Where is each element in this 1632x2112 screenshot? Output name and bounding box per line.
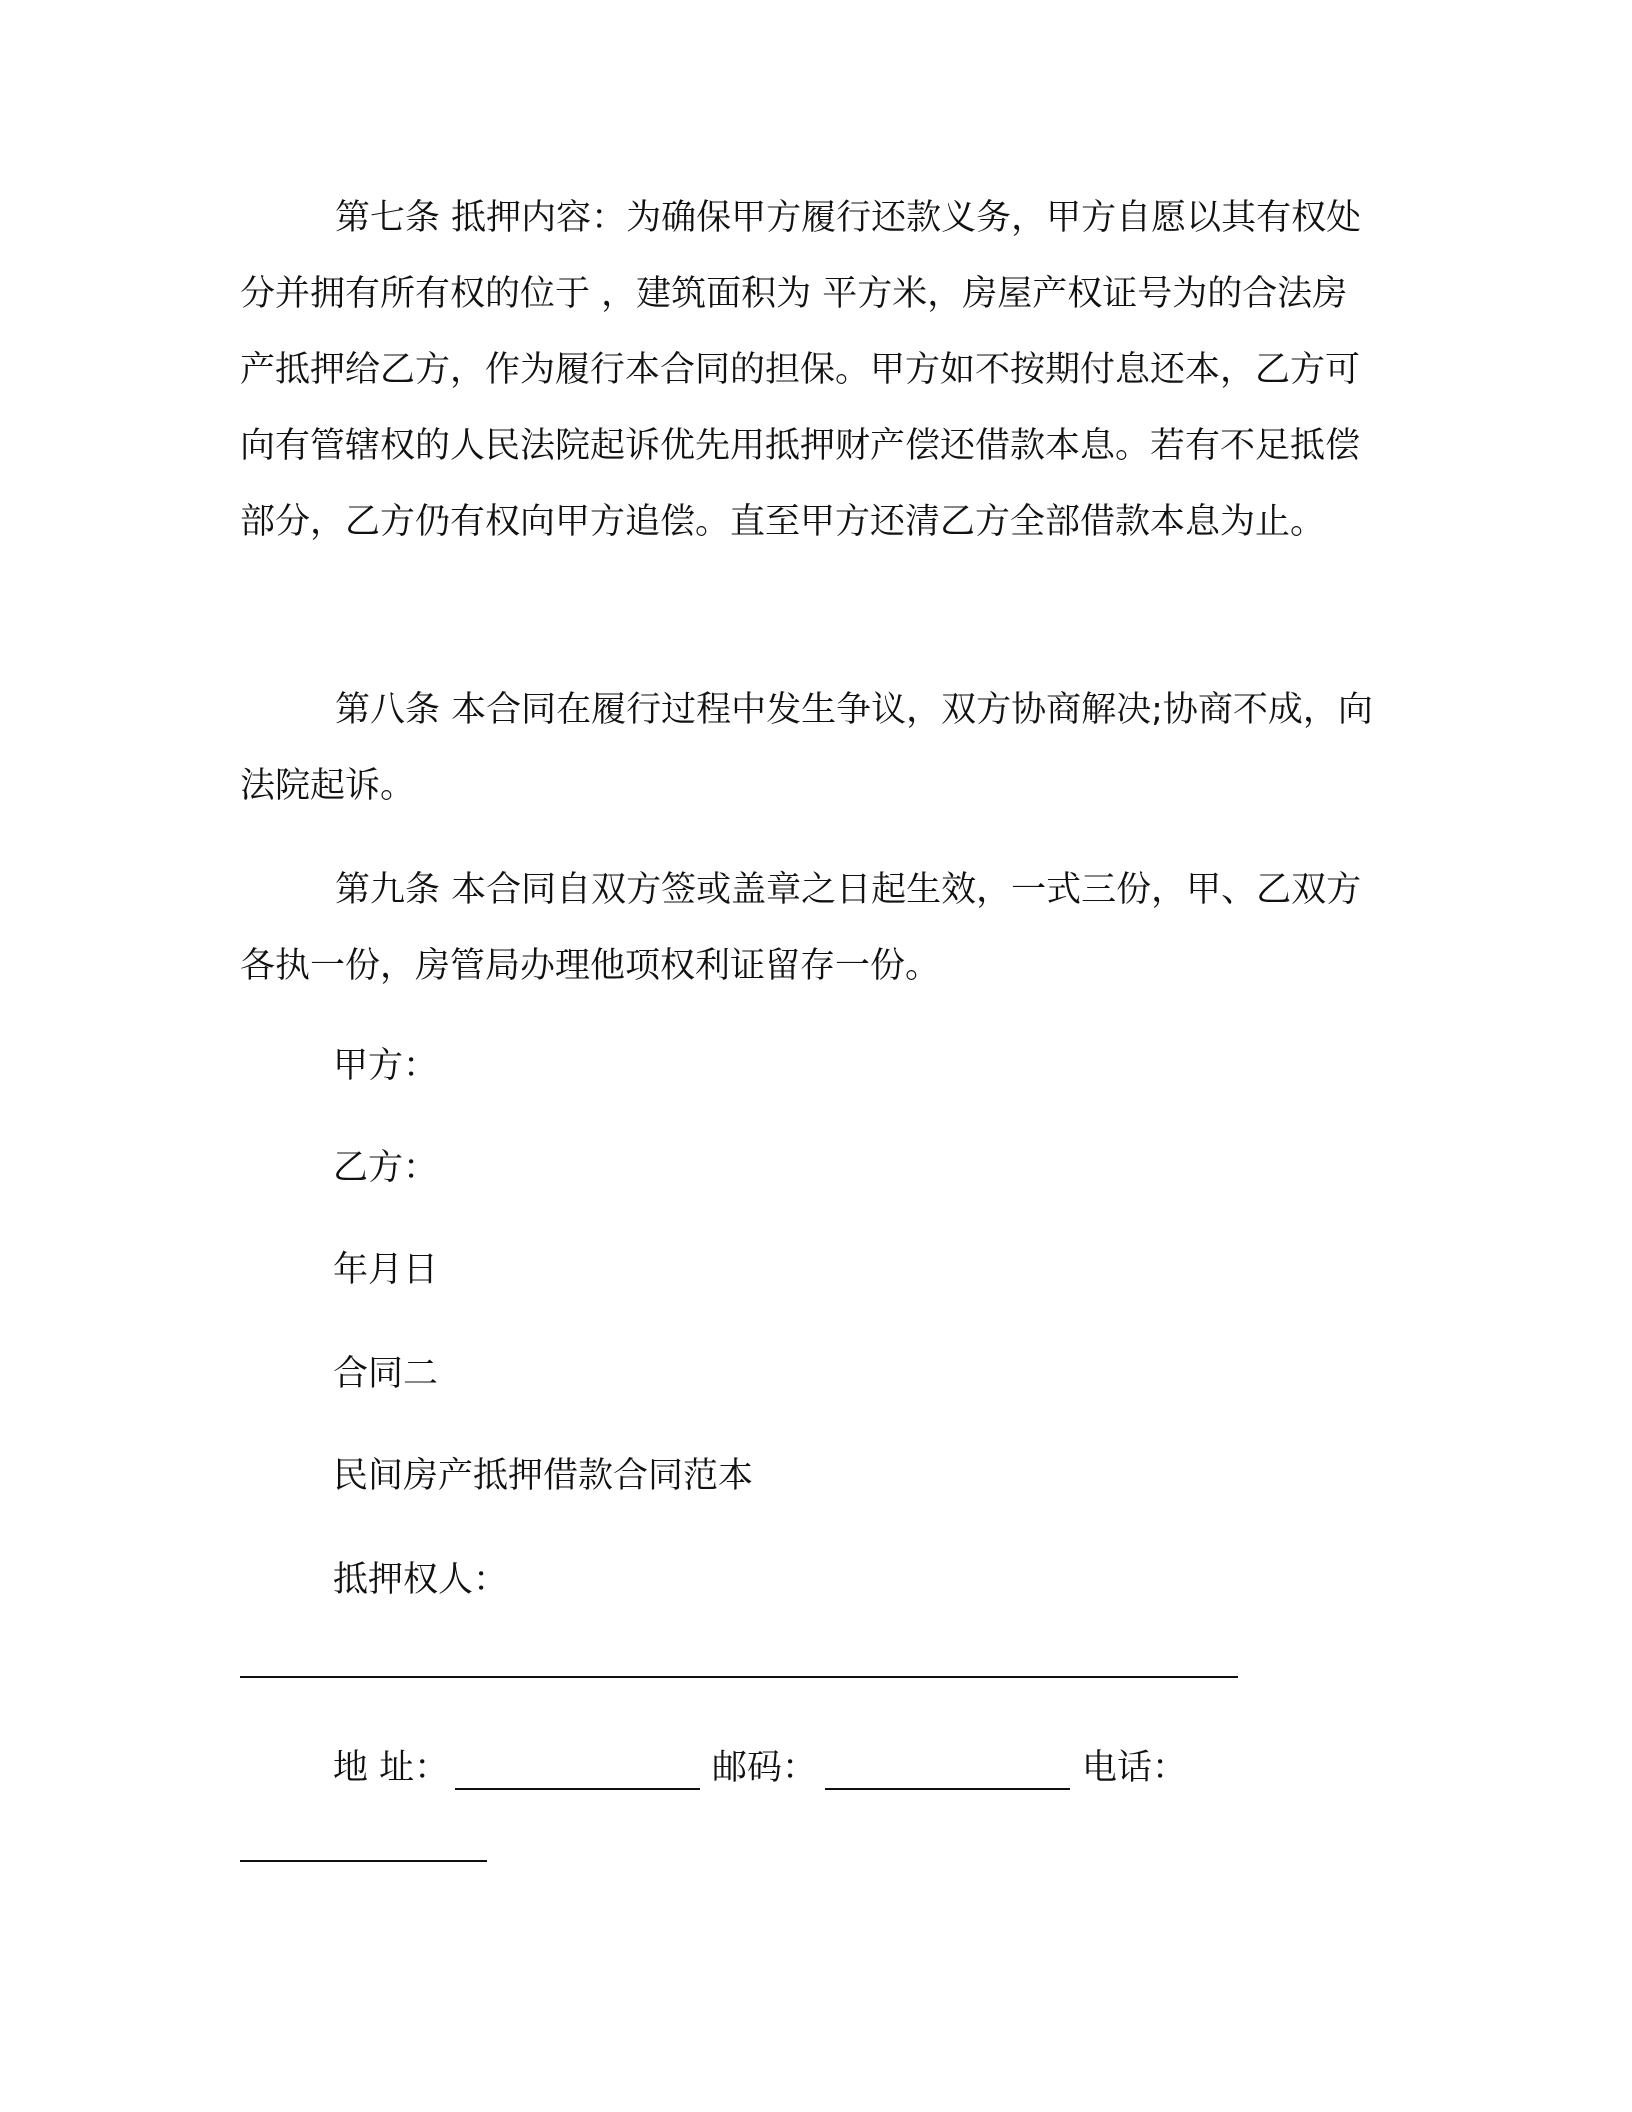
article-9: 第九条 本合同自双方签或盖章之日起生效，一式三份，甲、乙双方各执一份，房管局办理他项权利证留存一份。 <box>240 870 1362 986</box>
article-7: 第七条 抵押内容：为确保甲方履行还款义务，甲方自愿以其有权处分并拥有所有权的位于 ，建筑面积为 平方米，房屋产权证号为的合法房产抵押给乙方，作为履行本合同的担保。甲方如不按期付息还本，乙方可向有管辖权的人民法院起诉优先用抵押财产偿还借款本息。若有不足抵偿部分，乙方仍有权向甲方追偿。直至甲方还清乙方全部借款本息为止。 <box>240 198 1362 542</box>
mortgagee-blank <box>240 1676 1238 1678</box>
contract-two-heading: 合同二 <box>333 1354 439 1394</box>
party-b-label: 乙方： <box>333 1148 439 1188</box>
address-blank <box>455 1788 700 1790</box>
address-label: 地 址： <box>333 1748 450 1788</box>
mortgagee-label: 抵押权人： <box>333 1560 509 1600</box>
phone-blank <box>240 1860 487 1862</box>
postcode-label: 邮码： <box>712 1748 818 1788</box>
phone-label: 电话： <box>1082 1748 1188 1788</box>
party-a-label: 甲方： <box>333 1046 439 1086</box>
article-8: 第八条 本合同在履行过程中发生争议，双方协商解决;协商不成，向 法院起诉。 <box>240 690 1373 806</box>
postcode-blank <box>825 1788 1070 1790</box>
date-label: 年月日 <box>333 1250 439 1290</box>
contract-two-title: 民间房产抵押借款合同范本 <box>333 1456 754 1496</box>
